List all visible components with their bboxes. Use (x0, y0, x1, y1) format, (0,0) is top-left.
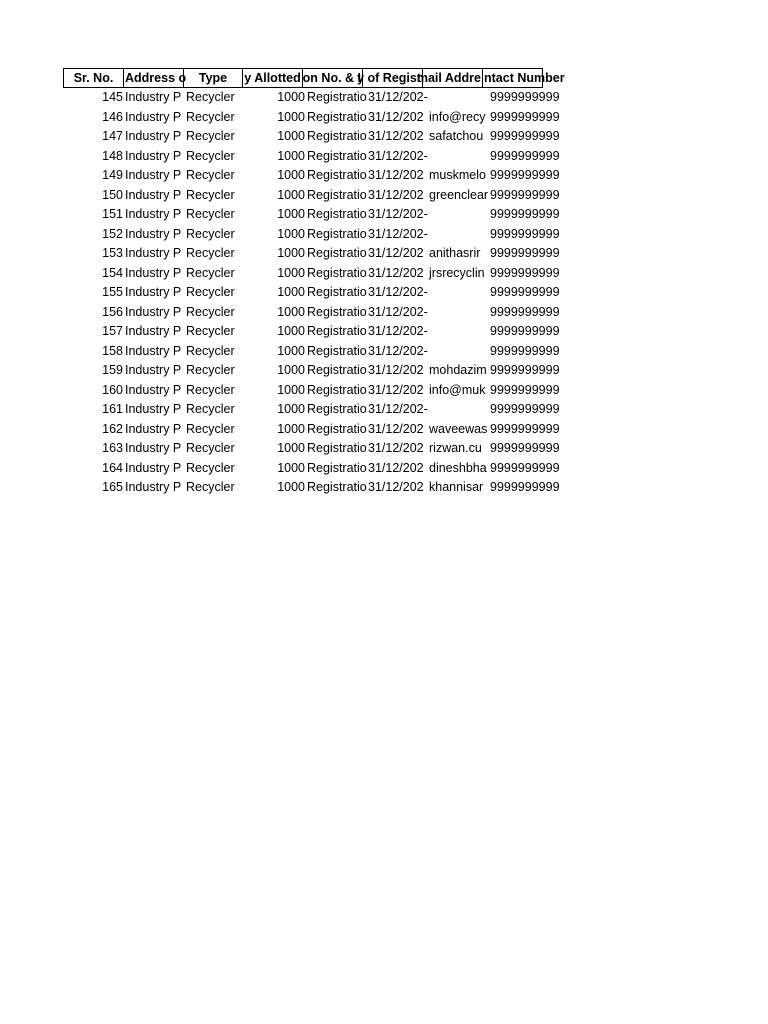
sr-no-cell[interactable]: 157 (102, 324, 123, 338)
sr-no-cell[interactable]: 150 (102, 187, 123, 202)
validity-cell[interactable]: 31/12/202 (368, 246, 424, 260)
type-cell[interactable]: Recycler (186, 460, 235, 475)
header-contact-number[interactable]: ntact Number (482, 68, 543, 88)
table-row (63, 147, 560, 167)
quantity-cell[interactable]: 1000 (277, 90, 305, 104)
address-cell[interactable]: Industry P (125, 226, 182, 241)
table-row (63, 108, 560, 128)
address-cell[interactable]: Industry P (125, 265, 182, 280)
address-cell[interactable]: Industry P (125, 402, 182, 416)
quantity-cell[interactable]: 1000 (277, 460, 305, 475)
type-cell[interactable]: Recycler (186, 226, 235, 241)
sr-no-cell[interactable]: 148 (102, 148, 123, 163)
quantity-cell[interactable]: 1000 (277, 148, 305, 163)
validity-cell[interactable]: 31/12/202- (368, 207, 428, 221)
email-cell[interactable] (428, 303, 489, 323)
header-row (63, 68, 565, 88)
sr-no-cell[interactable]: 162 (102, 421, 123, 436)
validity-cell[interactable]: 31/12/202 (368, 363, 424, 377)
validity-cell[interactable]: 31/12/202 (368, 480, 424, 494)
contact-cell[interactable]: 9999999999 (490, 382, 560, 397)
registration-cell[interactable]: Registratio (307, 343, 367, 358)
table-row (63, 400, 560, 420)
quantity-cell[interactable]: 1000 (277, 265, 305, 280)
quantity-cell[interactable]: 1000 (277, 285, 305, 299)
address-cell[interactable]: Industry P (125, 304, 182, 319)
quantity-cell[interactable]: 1000 (277, 441, 305, 455)
header-type[interactable]: Type (183, 68, 243, 88)
quantity-cell[interactable]: 1000 (277, 304, 305, 319)
header-address[interactable]: Address o (123, 68, 184, 88)
contact-cell[interactable]: 9999999999 (490, 304, 560, 319)
type-cell[interactable]: Recycler (186, 363, 235, 377)
validity-cell[interactable]: 31/12/202 (368, 187, 424, 202)
type-cell[interactable]: Recycler (186, 109, 235, 124)
table-row (63, 186, 560, 206)
contact-cell[interactable]: 9999999999 (490, 109, 560, 124)
sr-no-cell[interactable]: 147 (102, 129, 123, 143)
address-cell[interactable]: Industry P (125, 285, 182, 299)
table-body (63, 88, 560, 498)
registration-cell[interactable]: Registratio (307, 382, 367, 397)
validity-cell[interactable]: 31/12/202 (368, 421, 424, 436)
header-quantity-allotted[interactable]: y Allotted (242, 68, 303, 88)
contact-cell[interactable]: 9999999999 (490, 421, 560, 436)
type-cell[interactable]: Recycler (186, 382, 235, 397)
address-cell[interactable]: Industry P (125, 421, 182, 436)
sr-no-cell[interactable]: 165 (102, 480, 123, 494)
registration-cell[interactable]: Registratio (307, 480, 367, 494)
sr-no-cell[interactable]: 151 (102, 207, 123, 221)
quantity-cell[interactable]: 1000 (277, 187, 305, 202)
email-cell[interactable] (428, 342, 489, 362)
quantity-cell[interactable]: 1000 (277, 129, 305, 143)
validity-cell[interactable]: 31/12/202 (368, 109, 424, 124)
table-row (63, 127, 560, 147)
contact-cell[interactable]: 9999999999 (490, 343, 560, 358)
header-email-address[interactable]: mail Addre (422, 68, 483, 88)
validity-cell[interactable]: 31/12/202 (368, 265, 424, 280)
validity-cell[interactable]: 31/12/202- (368, 90, 428, 104)
validity-cell[interactable]: 31/12/202 (368, 168, 424, 182)
sr-no-cell[interactable]: 155 (102, 285, 123, 299)
validity-cell[interactable]: 31/12/202- (368, 304, 428, 319)
registration-cell[interactable]: Registratio (307, 168, 367, 182)
address-cell[interactable]: Industry P (125, 129, 182, 143)
type-cell[interactable]: Recycler (186, 480, 235, 494)
sr-no-cell[interactable]: 160 (102, 382, 123, 397)
quantity-cell[interactable]: 1000 (277, 109, 305, 124)
type-cell[interactable]: Recycler (186, 148, 235, 163)
header-registration-no[interactable]: on No. & I (302, 68, 363, 88)
quantity-cell[interactable]: 1000 (277, 207, 305, 221)
type-cell[interactable]: Recycler (186, 304, 235, 319)
contact-cell[interactable]: 9999999999 (490, 148, 560, 163)
contact-cell[interactable]: 9999999999 (490, 363, 560, 377)
address-cell[interactable]: Industry P (125, 324, 182, 338)
sr-no-cell[interactable]: 163 (102, 441, 123, 455)
registration-cell[interactable]: Registratio (307, 285, 367, 299)
registration-cell[interactable]: Registratio (307, 441, 367, 455)
registration-cell[interactable]: Registratio (307, 226, 367, 241)
registration-cell[interactable]: Registratio (307, 246, 367, 260)
sr-no-cell[interactable]: 153 (102, 246, 123, 260)
validity-cell[interactable]: 31/12/202 (368, 441, 424, 455)
address-cell[interactable]: Industry P (125, 343, 182, 358)
contact-cell[interactable]: 9999999999 (490, 460, 560, 475)
header-sr-no[interactable]: Sr. No. (63, 68, 124, 88)
quantity-cell[interactable]: 1000 (277, 324, 305, 338)
sr-no-cell[interactable]: 145 (102, 90, 123, 104)
sr-no-cell[interactable]: 156 (102, 304, 123, 319)
registration-cell[interactable]: Registratio (307, 304, 367, 319)
table-row (63, 166, 560, 186)
contact-cell[interactable]: 9999999999 (490, 285, 560, 299)
table-row (63, 303, 560, 323)
table-row (63, 420, 560, 440)
quantity-cell[interactable]: 1000 (277, 343, 305, 358)
table-row (63, 283, 560, 303)
address-cell[interactable]: Industry P (125, 187, 182, 202)
email-cell[interactable]: khannisar (429, 480, 484, 494)
registration-cell[interactable]: Registratio (307, 421, 367, 436)
table-row (63, 342, 560, 362)
validity-cell[interactable]: 31/12/202- (368, 148, 428, 163)
table-row (63, 381, 560, 401)
type-cell[interactable]: Recycler (186, 129, 235, 143)
table-row (63, 322, 560, 342)
address-cell[interactable]: Industry P (125, 109, 182, 124)
registration-cell[interactable]: Registratio (307, 460, 367, 475)
quantity-cell[interactable]: 1000 (277, 246, 305, 260)
address-cell[interactable]: Industry P (125, 441, 182, 455)
sr-no-cell[interactable]: 152 (102, 226, 123, 241)
contact-cell[interactable]: 9999999999 (490, 168, 560, 182)
table-row (63, 439, 560, 459)
registration-cell[interactable]: Registratio (307, 265, 367, 280)
email-cell[interactable]: greenclear (429, 187, 489, 202)
contact-cell[interactable]: 9999999999 (490, 246, 560, 260)
type-cell[interactable]: Recycler (186, 207, 235, 221)
email-cell[interactable]: mohdazim (429, 363, 487, 377)
registration-cell[interactable]: Registratio (307, 187, 367, 202)
contact-cell[interactable]: 9999999999 (490, 129, 560, 143)
sr-no-cell[interactable]: 158 (102, 343, 123, 358)
registration-cell[interactable]: Registratio (307, 324, 367, 338)
type-cell[interactable]: Recycler (186, 265, 235, 280)
address-cell[interactable]: Industry P (125, 382, 182, 397)
email-cell[interactable] (428, 205, 489, 225)
registration-cell[interactable]: Registratio (307, 207, 367, 221)
table-row (63, 361, 560, 381)
contact-cell[interactable]: 9999999999 (490, 324, 560, 338)
table-row (63, 244, 560, 264)
quantity-cell[interactable]: 1000 (277, 480, 305, 494)
email-cell[interactable]: safatchou (429, 129, 484, 143)
contact-cell[interactable]: 9999999999 (490, 441, 560, 455)
type-cell[interactable]: Recycler (186, 285, 235, 299)
address-cell[interactable]: Industry P (125, 148, 182, 163)
contact-cell[interactable]: 9999999999 (490, 480, 560, 494)
sr-no-cell[interactable]: 154 (102, 265, 123, 280)
address-cell[interactable]: Industry P (125, 480, 182, 494)
type-cell[interactable]: Recycler (186, 343, 235, 358)
contact-cell[interactable]: 9999999999 (490, 90, 560, 104)
email-cell[interactable]: info@recy (429, 109, 486, 124)
email-cell[interactable]: muskmelo (429, 168, 486, 182)
type-cell[interactable]: Recycler (186, 324, 235, 338)
table-row (63, 478, 560, 498)
sr-no-cell[interactable]: 159 (102, 363, 123, 377)
type-cell[interactable]: Recycler (186, 421, 235, 436)
type-cell[interactable]: Recycler (186, 402, 235, 416)
type-cell[interactable]: Recycler (186, 246, 235, 260)
email-cell[interactable]: anithasrir (429, 246, 481, 260)
type-cell[interactable]: Recycler (186, 90, 235, 104)
spreadsheet-table (63, 68, 565, 498)
validity-cell[interactable]: 31/12/202- (368, 402, 428, 416)
type-cell[interactable]: Recycler (186, 168, 235, 182)
validity-cell[interactable]: 31/12/202- (368, 285, 428, 299)
type-cell[interactable]: Recycler (186, 187, 235, 202)
contact-cell[interactable]: 9999999999 (490, 207, 560, 221)
sr-no-cell[interactable]: 161 (102, 402, 123, 416)
registration-cell[interactable]: Registratio (307, 90, 367, 104)
email-cell[interactable] (428, 225, 489, 245)
quantity-cell[interactable]: 1000 (277, 382, 305, 397)
quantity-cell[interactable]: 1000 (277, 168, 305, 182)
registration-cell[interactable]: Registratio (307, 129, 367, 143)
table-row (63, 205, 560, 225)
registration-cell[interactable]: Registratio (307, 148, 367, 163)
validity-cell[interactable]: 31/12/202- (368, 226, 428, 241)
sr-no-cell[interactable]: 146 (102, 109, 123, 124)
table-row (63, 459, 560, 479)
validity-cell[interactable]: 31/12/202 (368, 129, 424, 143)
email-cell[interactable]: rizwan.cu (429, 441, 482, 455)
contact-cell[interactable]: 9999999999 (490, 187, 560, 202)
address-cell[interactable]: Industry P (125, 90, 182, 104)
email-cell[interactable] (428, 322, 489, 342)
validity-cell[interactable]: 31/12/202- (368, 343, 428, 358)
email-cell[interactable]: waveewas (429, 421, 488, 436)
type-cell[interactable]: Recycler (186, 441, 235, 455)
email-cell[interactable] (428, 147, 489, 167)
address-cell[interactable]: Industry P (125, 460, 182, 475)
validity-cell[interactable]: 31/12/202 (368, 460, 424, 475)
quantity-cell[interactable]: 1000 (277, 421, 305, 436)
registration-cell[interactable]: Registratio (307, 402, 367, 416)
email-cell[interactable] (428, 283, 489, 303)
email-cell[interactable] (428, 400, 489, 420)
email-cell[interactable]: info@muk (429, 382, 486, 397)
validity-cell[interactable]: 31/12/202 (368, 382, 424, 397)
sr-no-cell[interactable]: 149 (102, 168, 123, 182)
quantity-cell[interactable]: 1000 (277, 363, 305, 377)
sr-no-cell[interactable]: 164 (102, 460, 123, 475)
address-cell[interactable]: Industry P (125, 363, 182, 377)
registration-cell[interactable]: Registratio (307, 109, 367, 124)
registration-cell[interactable]: Registratio (307, 363, 367, 377)
table-row (63, 264, 560, 284)
contact-cell[interactable]: 9999999999 (490, 402, 560, 416)
email-cell[interactable] (428, 88, 489, 108)
email-cell[interactable]: dineshbha (429, 460, 487, 475)
table-row (63, 225, 560, 245)
table-row (63, 88, 560, 108)
contact-cell[interactable]: 9999999999 (490, 226, 560, 241)
quantity-cell[interactable]: 1000 (277, 226, 305, 241)
address-cell[interactable]: Industry P (125, 168, 182, 182)
contact-cell[interactable]: 9999999999 (490, 265, 560, 280)
email-cell[interactable]: jrsrecyclin (429, 265, 485, 280)
validity-cell[interactable]: 31/12/202- (368, 324, 428, 338)
header-validity-of-registration[interactable]: y of Regist (362, 68, 423, 88)
address-cell[interactable]: Industry P (125, 246, 182, 260)
address-cell[interactable]: Industry P (125, 207, 182, 221)
quantity-cell[interactable]: 1000 (277, 402, 305, 416)
